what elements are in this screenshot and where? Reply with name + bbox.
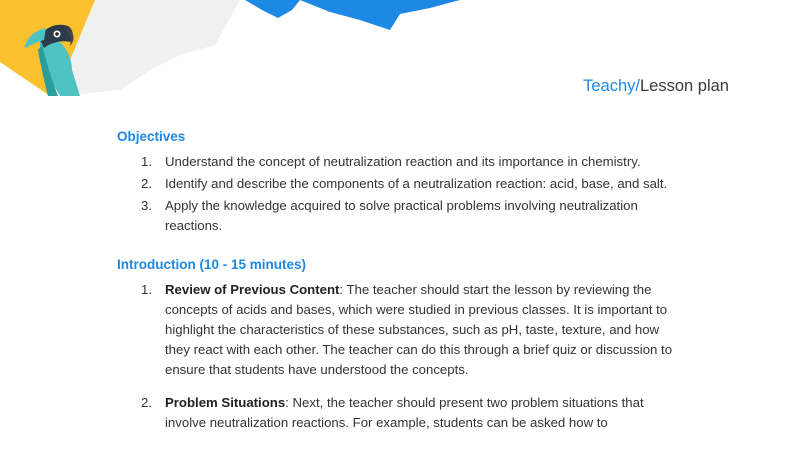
introduction-heading: Introduction (10 - 15 minutes) <box>117 257 307 272</box>
item-term: Problem Situations <box>165 395 286 410</box>
brand-name: Teachy <box>583 77 636 95</box>
list-number: 3. <box>141 198 152 213</box>
item-text: : Next, the teacher should present two problem situations that involve neutralization reactions. For example, students can be asked how to <box>165 395 644 430</box>
objective-text: Understand the concept of neutralization reaction and its importance in chemistry. <box>165 154 641 169</box>
list-number: 2. <box>141 176 152 191</box>
introduction-list <box>117 280 687 433</box>
lesson-content <box>117 127 687 446</box>
introduction-item <box>117 280 687 380</box>
list-number: 2. <box>141 395 152 410</box>
introduction-item <box>117 393 687 433</box>
list-number: 1. <box>141 282 152 297</box>
brand-separator: / <box>635 77 640 95</box>
brand-header <box>583 76 729 96</box>
item-text: : The teacher should start the lesson by reviewing the concepts of acids and bases, which were studied in previous classes. It is important to highlight the characteristics of these substances, such as pH, taste, texture, and how they react with each other. The teacher can do this through a brief quiz or discussion to ensure that students have understood the concepts. <box>165 282 673 377</box>
item-term: Review of Previous Content <box>165 282 340 297</box>
objective-item <box>117 152 687 172</box>
objective-text: Identify and describe the components of a neutralization reaction: acid, base, and salt. <box>165 176 668 191</box>
objective-text: Apply the knowledge acquired to solve practical problems involving neutralization reactions. <box>165 198 638 233</box>
objective-item <box>117 174 687 194</box>
blue-shape-left <box>245 0 300 18</box>
document-type: Lesson plan <box>640 77 729 95</box>
objectives-list <box>117 152 687 236</box>
objective-item <box>117 196 687 236</box>
blue-shape-right <box>300 0 460 30</box>
objectives-heading: Objectives <box>117 129 186 144</box>
list-number: 1. <box>141 154 152 169</box>
